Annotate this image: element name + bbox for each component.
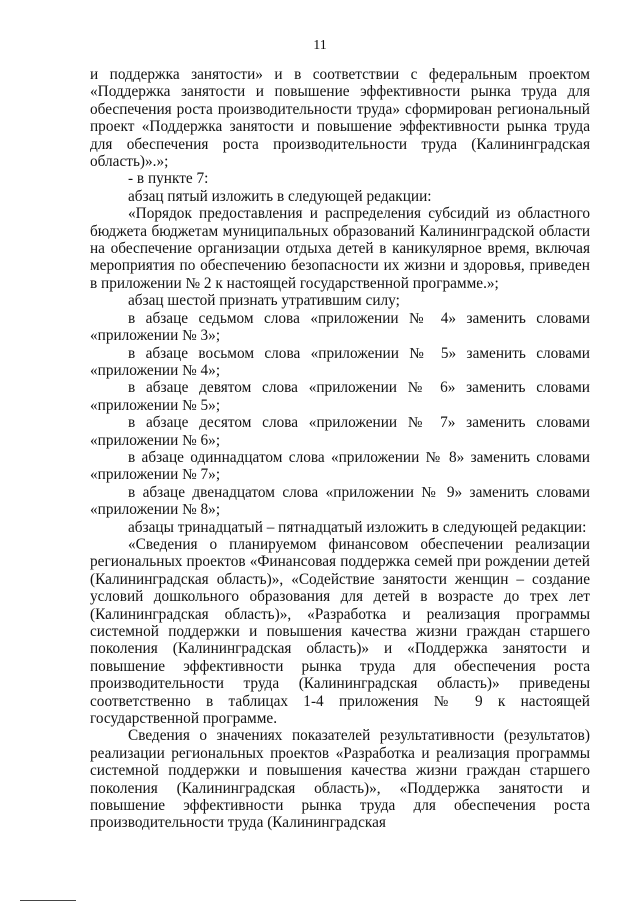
paragraph: в абзаце восьмом слова «приложении № 5» заменить словами «приложении № 4»; (90, 344, 590, 379)
footer-divider (20, 900, 76, 901)
paragraph: в абзаце одиннадцатом слова «приложении № 8» заменить словами «приложении № 7»; (90, 448, 590, 484)
page-number: 11 (313, 38, 327, 53)
paragraph: абзац пятый изложить в следующей редакции: (128, 187, 432, 205)
paragraph: в абзаце седьмом слова «приложении № 4» заменить словами «приложении № 3»; (90, 309, 590, 345)
paragraph: - в пункте 7: (128, 170, 209, 188)
paragraph: в абзаце девятом слова «приложении № 6» заменить словами «приложении № 5»; (90, 379, 590, 414)
paragraph: в абзаце десятом слова «приложении № 7» заменить словами «приложении № 6»; (90, 414, 590, 449)
paragraph: «Порядок предоставления и распределения субсидий из областного бюджета бюджетам муниципальных образований Калининградской области на обеспечение организации отдыха детей в каникулярное время, включая мероприятия по обеспечению безопасности их жизни и здоровья, приведен в приложении № 2 к настоящей государственной программе.»; (90, 205, 590, 292)
document-body (90, 66, 590, 832)
paragraph: «Сведения о планируемом финансовом обеспечении реализации региональных проектов «Финансовая поддержка семей при рождении детей (Калининградская область)», «Содействие занятости женщин – создание условий дошкольного образования для детей в возрасте до трех лет (Калининградская область)», «Разработка и реализация программы системной поддержки и повышения качества жизни граждан старшего поколения (Калининградская область)» и «Поддержка занятости и повышение эффективности рынка труда для обеспечения роста производительности труда (Калининградская область)» приведены соответственно в таблицах 1-4 приложения № 9 к настоящей государственной программе. (90, 535, 590, 728)
paragraph: и поддержка занятости» и в соответствии с федеральным проектом «Поддержка занятости и повышение эффективности рынка труда для обеспечения роста производительности труда» сформирован региональный проект «Поддержка занятости и повышение эффективности рынка труда для обеспечения роста производительности труда (Калининградская область)».»; (90, 66, 590, 171)
paragraph: абзацы тринадцатый – пятнадцатый изложить в следующей редакции: (128, 518, 587, 536)
paragraph: абзац шестой признать утратившим силу; (128, 292, 400, 310)
paragraph: Сведения о значениях показателей результативности (результатов) реализации региональных проектов «Разработка и реализация программы системной поддержки и повышения качества жизни граждан старшего поколения (Калининградская область)», «Поддержка занятости и повышение эффективности рынка труда для обеспечения роста производительности труда (Калининградская (90, 727, 590, 832)
paragraph: в абзаце двенадцатом слова «приложении № 9» заменить словами «приложении № 8»; (90, 483, 590, 519)
